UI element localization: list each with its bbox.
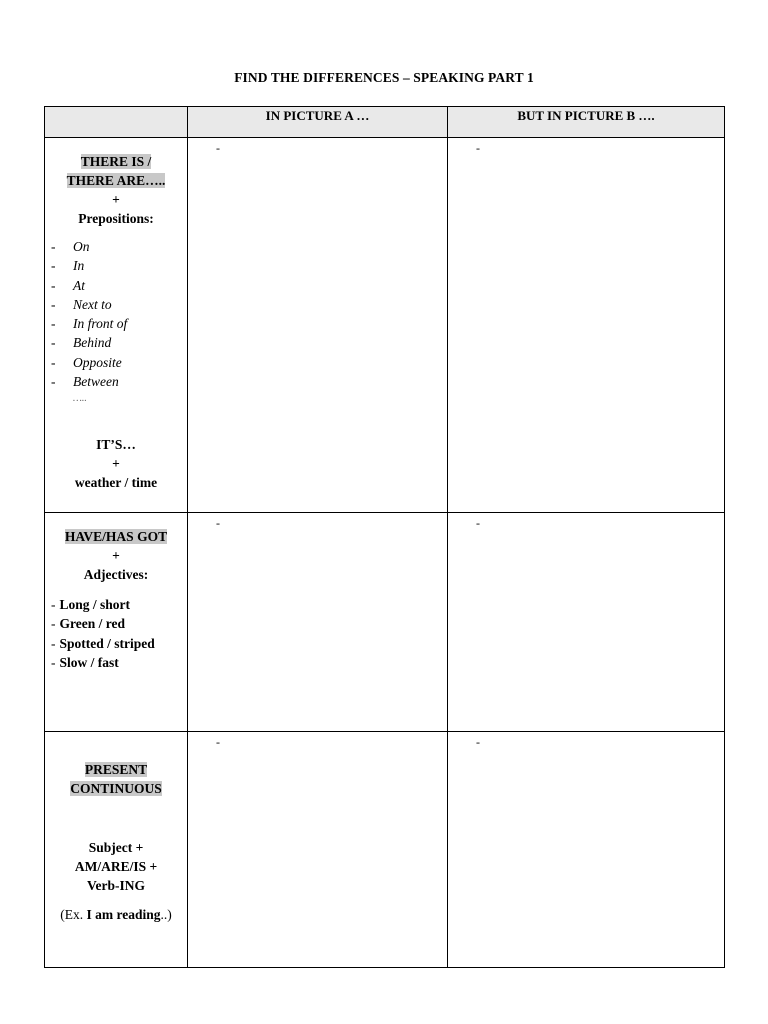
cell-picture-a[interactable] [188, 732, 448, 968]
label-cell-present-continuous [45, 732, 188, 968]
heading-there-are: THERE ARE….. [66, 173, 166, 188]
list-item: - In [45, 256, 187, 275]
list-item: - In front of [45, 314, 187, 333]
heading-continuous: CONTINUOUS [70, 781, 162, 796]
subheading-weather-time: weather / time [74, 475, 158, 491]
list-item: - Long / short [51, 597, 131, 612]
list-item: - At [45, 276, 187, 295]
header-picture-a: IN PICTURE A … [188, 107, 448, 138]
cell-picture-b[interactable] [448, 138, 725, 513]
list-item: - On [45, 237, 187, 256]
dash-marker: - [476, 516, 480, 530]
heading-present: PRESENT [84, 762, 148, 777]
list-item: - Next to [45, 295, 187, 314]
dash-marker: - [216, 141, 220, 155]
formula-subject: Subject + [88, 840, 144, 855]
dash-marker: - [476, 735, 480, 749]
header-picture-b: BUT IN PICTURE B …. [448, 107, 725, 138]
plus-sign: + [112, 456, 120, 472]
table-row [45, 732, 725, 968]
adjectives-list [45, 595, 187, 672]
list-item: - Between [45, 372, 187, 391]
example-sentence: (Ex. I am reading..) [60, 907, 172, 922]
plus-sign: + [112, 548, 120, 563]
formula-verb-be: AM/ARE/IS + [74, 859, 158, 874]
plus-sign: + [112, 192, 120, 207]
list-item: - Behind [45, 333, 187, 352]
subheading-prepositions: Prepositions: [78, 211, 154, 226]
dash-marker: - [476, 141, 480, 155]
differences-table [44, 106, 725, 968]
cell-picture-b[interactable] [448, 513, 725, 732]
list-item: - Slow / fast [51, 654, 119, 670]
table-row [45, 138, 725, 513]
cell-picture-b[interactable] [448, 732, 725, 968]
dash-marker: - [216, 516, 220, 530]
label-cell-have-got [45, 513, 188, 732]
heading-have-has-got: HAVE/HAS GOT [64, 529, 168, 544]
page-title: FIND THE DIFFERENCES – SPEAKING PART 1 [234, 70, 534, 85]
header-blank [45, 107, 188, 138]
label-cell-there-is [45, 138, 188, 513]
header-row [45, 107, 725, 138]
prepositions-list [45, 237, 187, 391]
cell-picture-a[interactable] [188, 138, 448, 513]
cell-picture-a[interactable] [188, 513, 448, 732]
list-item: - Spotted / striped [51, 635, 155, 651]
subheading-adjectives: Adjectives: [83, 567, 149, 582]
table-row [45, 513, 725, 732]
heading-its: IT’S… [96, 437, 136, 453]
formula-verb-ing: Verb-ING [86, 878, 145, 893]
ellipsis: ….. [73, 393, 87, 405]
list-item: - Opposite [45, 353, 187, 372]
dash-marker: - [216, 735, 220, 749]
heading-there-is: THERE IS / [80, 154, 152, 169]
list-item: - Green / red [51, 616, 125, 632]
